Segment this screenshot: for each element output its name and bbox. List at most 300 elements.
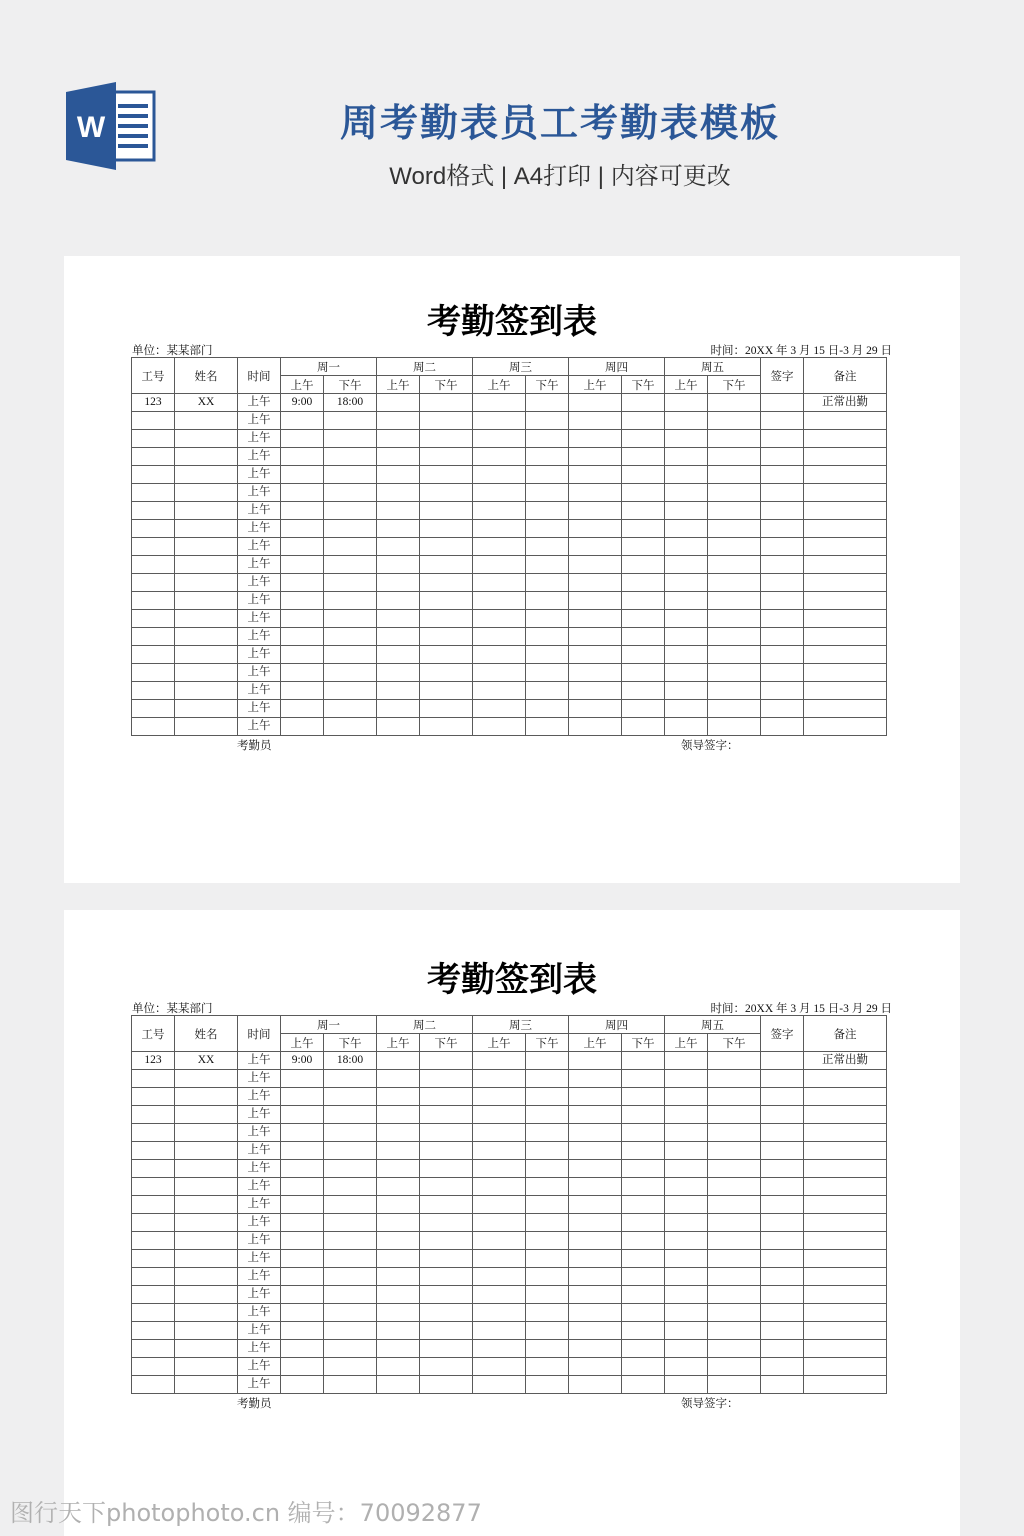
cell-time[interactable]: 上午 — [238, 538, 281, 556]
cell-empty[interactable] — [526, 628, 569, 646]
cell-empty[interactable] — [324, 592, 377, 610]
cell-empty[interactable] — [324, 484, 377, 502]
cell-time[interactable]: 上午 — [238, 1160, 281, 1178]
cell-empty[interactable] — [804, 1232, 887, 1250]
cell-empty[interactable] — [420, 1268, 473, 1286]
cell-empty[interactable] — [665, 1196, 708, 1214]
cell-empty[interactable] — [324, 520, 377, 538]
cell-empty[interactable] — [804, 1196, 887, 1214]
cell-empty[interactable] — [708, 1250, 761, 1268]
cell-empty[interactable] — [761, 1196, 804, 1214]
cell-empty[interactable] — [324, 1232, 377, 1250]
cell-empty[interactable] — [622, 1286, 665, 1304]
cell-empty[interactable] — [665, 1358, 708, 1376]
cell-time[interactable]: 上午 — [238, 1376, 281, 1394]
cell-empty[interactable] — [761, 430, 804, 448]
cell-id[interactable] — [132, 448, 175, 466]
cell-id[interactable] — [132, 718, 175, 736]
cell-empty[interactable] — [526, 1214, 569, 1232]
cell-empty[interactable] — [324, 1070, 377, 1088]
cell-empty[interactable] — [377, 538, 420, 556]
cell-empty[interactable] — [665, 466, 708, 484]
cell-id[interactable] — [132, 592, 175, 610]
cell-empty[interactable] — [708, 520, 761, 538]
cell-empty[interactable] — [281, 1070, 324, 1088]
cell-empty[interactable] — [420, 1286, 473, 1304]
cell-empty[interactable] — [761, 610, 804, 628]
cell-empty[interactable] — [622, 1124, 665, 1142]
cell-empty[interactable] — [569, 448, 622, 466]
cell-empty[interactable] — [324, 700, 377, 718]
cell-empty[interactable] — [761, 1160, 804, 1178]
cell-empty[interactable] — [324, 1322, 377, 1340]
cell-empty[interactable] — [622, 1160, 665, 1178]
cell-empty[interactable] — [708, 718, 761, 736]
cell-empty[interactable] — [377, 1376, 420, 1394]
cell-name[interactable] — [175, 628, 238, 646]
cell-name[interactable] — [175, 1232, 238, 1250]
cell-empty[interactable] — [420, 430, 473, 448]
cell-empty[interactable] — [281, 1142, 324, 1160]
cell-empty[interactable] — [377, 430, 420, 448]
cell-empty[interactable] — [708, 664, 761, 682]
cell-empty[interactable] — [473, 484, 526, 502]
cell-empty[interactable] — [804, 538, 887, 556]
cell-id[interactable] — [132, 412, 175, 430]
cell-empty[interactable] — [708, 1088, 761, 1106]
cell-empty[interactable] — [761, 502, 804, 520]
cell-empty[interactable] — [377, 556, 420, 574]
cell-empty[interactable] — [281, 1124, 324, 1142]
cell-empty[interactable] — [804, 1358, 887, 1376]
cell-empty[interactable] — [281, 1214, 324, 1232]
cell-empty[interactable] — [377, 1232, 420, 1250]
cell-empty[interactable] — [324, 1376, 377, 1394]
cell-id[interactable] — [132, 466, 175, 484]
cell-empty[interactable] — [377, 502, 420, 520]
cell-empty[interactable] — [804, 574, 887, 592]
cell-empty[interactable] — [324, 1160, 377, 1178]
cell-empty[interactable] — [708, 1322, 761, 1340]
cell-empty[interactable] — [708, 448, 761, 466]
cell-empty[interactable] — [324, 1106, 377, 1124]
cell-empty[interactable] — [761, 1358, 804, 1376]
cell-empty[interactable] — [281, 1376, 324, 1394]
cell-empty[interactable] — [569, 700, 622, 718]
cell-empty[interactable] — [281, 1160, 324, 1178]
cell-empty[interactable] — [526, 700, 569, 718]
cell-empty[interactable] — [324, 430, 377, 448]
cell-empty[interactable] — [473, 664, 526, 682]
cell-empty[interactable] — [665, 574, 708, 592]
cell-empty[interactable] — [526, 1340, 569, 1358]
cell-empty[interactable] — [761, 1250, 804, 1268]
cell-empty[interactable] — [473, 502, 526, 520]
cell-id[interactable] — [132, 1340, 175, 1358]
cell-empty[interactable] — [622, 1232, 665, 1250]
cell-empty[interactable] — [708, 1268, 761, 1286]
cell-empty[interactable] — [324, 1268, 377, 1286]
cell-empty[interactable] — [377, 394, 420, 412]
cell-empty[interactable] — [665, 1250, 708, 1268]
cell-empty[interactable] — [281, 1304, 324, 1322]
cell-empty[interactable] — [708, 1124, 761, 1142]
cell-empty[interactable] — [473, 700, 526, 718]
cell-empty[interactable] — [569, 610, 622, 628]
cell-id[interactable] — [132, 1286, 175, 1304]
cell-time[interactable]: 上午 — [238, 628, 281, 646]
cell-empty[interactable] — [665, 1340, 708, 1358]
cell-empty[interactable] — [377, 664, 420, 682]
cell-empty[interactable] — [665, 412, 708, 430]
cell-empty[interactable] — [281, 646, 324, 664]
cell-name[interactable] — [175, 700, 238, 718]
cell-empty[interactable] — [324, 1340, 377, 1358]
cell-empty[interactable] — [665, 664, 708, 682]
cell-empty[interactable] — [708, 1178, 761, 1196]
cell-empty[interactable] — [761, 466, 804, 484]
cell-empty[interactable] — [708, 1376, 761, 1394]
cell-empty[interactable] — [622, 412, 665, 430]
cell-empty[interactable] — [281, 700, 324, 718]
cell-id[interactable] — [132, 610, 175, 628]
cell-empty[interactable] — [569, 628, 622, 646]
cell-empty[interactable] — [420, 1088, 473, 1106]
cell-name[interactable] — [175, 1358, 238, 1376]
cell-empty[interactable] — [526, 520, 569, 538]
cell-id[interactable] — [132, 1358, 175, 1376]
cell-empty[interactable] — [420, 556, 473, 574]
cell-empty[interactable] — [708, 1304, 761, 1322]
cell-empty[interactable] — [377, 1322, 420, 1340]
cell-name[interactable] — [175, 556, 238, 574]
cell-empty[interactable] — [569, 1106, 622, 1124]
cell-id[interactable] — [132, 1178, 175, 1196]
cell-id[interactable] — [132, 664, 175, 682]
cell-time[interactable]: 上午 — [238, 430, 281, 448]
cell-time[interactable]: 上午 — [238, 1358, 281, 1376]
cell-empty[interactable] — [622, 484, 665, 502]
cell-empty[interactable] — [281, 1106, 324, 1124]
cell-empty[interactable] — [761, 700, 804, 718]
cell-empty[interactable] — [473, 466, 526, 484]
cell-empty[interactable] — [377, 574, 420, 592]
cell-name[interactable] — [175, 1178, 238, 1196]
cell-id[interactable] — [132, 1196, 175, 1214]
cell-empty[interactable] — [420, 1358, 473, 1376]
cell-name[interactable] — [175, 1106, 238, 1124]
cell-empty[interactable] — [281, 1178, 324, 1196]
cell-time[interactable]: 上午 — [238, 1250, 281, 1268]
cell-empty[interactable] — [473, 682, 526, 700]
cell-id[interactable] — [132, 1376, 175, 1394]
cell-empty[interactable] — [526, 538, 569, 556]
cell-empty[interactable] — [804, 412, 887, 430]
cell-time[interactable]: 上午 — [238, 412, 281, 430]
cell-empty[interactable] — [569, 1250, 622, 1268]
cell-empty[interactable] — [569, 520, 622, 538]
cell-empty[interactable] — [281, 502, 324, 520]
cell-id[interactable] — [132, 700, 175, 718]
cell-empty[interactable] — [473, 1070, 526, 1088]
cell-empty[interactable] — [526, 1250, 569, 1268]
cell-empty[interactable] — [324, 1286, 377, 1304]
cell-empty[interactable] — [420, 1340, 473, 1358]
cell-empty[interactable] — [281, 610, 324, 628]
cell-empty[interactable] — [473, 628, 526, 646]
cell-id[interactable] — [132, 484, 175, 502]
cell-empty[interactable] — [324, 1358, 377, 1376]
cell-empty[interactable] — [622, 1088, 665, 1106]
cell-time[interactable]: 上午 — [238, 1304, 281, 1322]
cell-empty[interactable] — [622, 646, 665, 664]
cell-empty[interactable] — [473, 1196, 526, 1214]
cell-empty[interactable] — [708, 1070, 761, 1088]
cell-empty[interactable] — [526, 1052, 569, 1070]
cell-empty[interactable] — [569, 1232, 622, 1250]
cell-empty[interactable] — [473, 430, 526, 448]
cell-empty[interactable] — [665, 610, 708, 628]
cell-empty[interactable] — [473, 646, 526, 664]
cell-empty[interactable] — [665, 700, 708, 718]
cell-name[interactable]: XX — [175, 394, 238, 412]
cell-empty[interactable] — [622, 592, 665, 610]
cell-time[interactable]: 上午 — [238, 700, 281, 718]
cell-empty[interactable] — [377, 1340, 420, 1358]
cell-empty[interactable] — [526, 1160, 569, 1178]
cell-empty[interactable] — [665, 1106, 708, 1124]
cell-time[interactable]: 上午 — [238, 1106, 281, 1124]
cell-empty[interactable] — [708, 646, 761, 664]
cell-empty[interactable] — [804, 1340, 887, 1358]
cell-empty[interactable] — [622, 538, 665, 556]
cell-empty[interactable] — [473, 1358, 526, 1376]
cell-empty[interactable] — [473, 610, 526, 628]
cell-empty[interactable] — [281, 1286, 324, 1304]
cell-empty[interactable] — [526, 430, 569, 448]
cell-empty[interactable] — [324, 1214, 377, 1232]
cell-empty[interactable] — [473, 1088, 526, 1106]
cell-empty[interactable] — [804, 1106, 887, 1124]
cell-empty[interactable] — [708, 1232, 761, 1250]
cell-empty[interactable] — [420, 412, 473, 430]
cell-empty[interactable] — [420, 394, 473, 412]
cell-empty[interactable] — [281, 1250, 324, 1268]
cell-name[interactable] — [175, 466, 238, 484]
cell-empty[interactable] — [761, 1304, 804, 1322]
cell-name[interactable] — [175, 664, 238, 682]
cell-empty[interactable] — [377, 1286, 420, 1304]
cell-empty[interactable] — [420, 484, 473, 502]
cell-empty[interactable] — [324, 538, 377, 556]
cell-empty[interactable] — [761, 574, 804, 592]
cell-time[interactable]: 上午 — [238, 1088, 281, 1106]
cell-empty[interactable] — [377, 1088, 420, 1106]
cell-empty[interactable] — [377, 1070, 420, 1088]
cell-empty[interactable] — [708, 700, 761, 718]
cell-empty[interactable] — [708, 1340, 761, 1358]
cell-empty[interactable] — [761, 682, 804, 700]
cell-empty[interactable] — [324, 718, 377, 736]
cell-empty[interactable] — [622, 502, 665, 520]
cell-name[interactable] — [175, 1268, 238, 1286]
cell-empty[interactable] — [665, 394, 708, 412]
cell-empty[interactable] — [526, 1124, 569, 1142]
cell-empty[interactable] — [473, 1268, 526, 1286]
cell-empty[interactable] — [377, 1124, 420, 1142]
cell-empty[interactable] — [473, 1124, 526, 1142]
cell-empty[interactable] — [761, 1214, 804, 1232]
cell-empty[interactable] — [377, 628, 420, 646]
cell-empty[interactable] — [526, 1358, 569, 1376]
cell-name[interactable] — [175, 1304, 238, 1322]
cell-empty[interactable] — [473, 1052, 526, 1070]
cell-name[interactable] — [175, 448, 238, 466]
cell-empty[interactable] — [708, 556, 761, 574]
cell-empty[interactable] — [804, 682, 887, 700]
cell-empty[interactable] — [420, 1178, 473, 1196]
cell-empty[interactable] — [569, 1358, 622, 1376]
cell-empty[interactable] — [526, 610, 569, 628]
cell-empty[interactable] — [622, 1268, 665, 1286]
cell-empty[interactable] — [804, 502, 887, 520]
cell-empty[interactable] — [526, 718, 569, 736]
cell-empty[interactable] — [377, 1214, 420, 1232]
cell-empty[interactable] — [324, 1178, 377, 1196]
cell-empty[interactable] — [526, 1088, 569, 1106]
cell-empty[interactable] — [665, 1214, 708, 1232]
cell-empty[interactable] — [708, 574, 761, 592]
cell-empty[interactable] — [665, 1268, 708, 1286]
cell-empty[interactable] — [569, 1124, 622, 1142]
cell-remark[interactable]: 正常出勤 — [804, 1052, 887, 1070]
cell-empty[interactable] — [324, 502, 377, 520]
cell-empty[interactable] — [708, 628, 761, 646]
cell-name[interactable] — [175, 412, 238, 430]
cell-empty[interactable] — [569, 592, 622, 610]
cell-empty[interactable] — [804, 1142, 887, 1160]
cell-empty[interactable] — [324, 646, 377, 664]
cell-empty[interactable] — [622, 394, 665, 412]
cell-empty[interactable] — [281, 1322, 324, 1340]
cell-empty[interactable] — [377, 1304, 420, 1322]
cell-time[interactable]: 上午 — [238, 394, 281, 412]
cell-empty[interactable] — [377, 682, 420, 700]
cell-empty[interactable] — [420, 1304, 473, 1322]
cell-id[interactable] — [132, 1106, 175, 1124]
cell-empty[interactable] — [804, 1286, 887, 1304]
cell-empty[interactable] — [420, 646, 473, 664]
cell-empty[interactable] — [569, 718, 622, 736]
cell-time[interactable]: 上午 — [238, 1340, 281, 1358]
cell-empty[interactable] — [281, 682, 324, 700]
cell-empty[interactable] — [569, 556, 622, 574]
cell-empty[interactable] — [665, 646, 708, 664]
cell-empty[interactable] — [804, 1304, 887, 1322]
cell-empty[interactable] — [420, 592, 473, 610]
cell-empty[interactable] — [420, 448, 473, 466]
cell-empty[interactable] — [622, 1322, 665, 1340]
cell-empty[interactable] — [281, 556, 324, 574]
cell-empty[interactable] — [420, 1232, 473, 1250]
cell-empty[interactable] — [622, 1358, 665, 1376]
cell-empty[interactable] — [324, 628, 377, 646]
cell-empty[interactable] — [622, 700, 665, 718]
cell-empty[interactable] — [622, 1052, 665, 1070]
cell-mon-am[interactable]: 9:00 — [281, 1052, 324, 1070]
cell-empty[interactable] — [281, 430, 324, 448]
cell-empty[interactable] — [622, 520, 665, 538]
cell-empty[interactable] — [377, 1358, 420, 1376]
cell-empty[interactable] — [665, 1052, 708, 1070]
cell-empty[interactable] — [473, 1160, 526, 1178]
cell-empty[interactable] — [281, 466, 324, 484]
cell-time[interactable]: 上午 — [238, 1052, 281, 1070]
cell-empty[interactable] — [420, 610, 473, 628]
cell-empty[interactable] — [708, 592, 761, 610]
cell-empty[interactable] — [569, 1376, 622, 1394]
cell-empty[interactable] — [569, 1088, 622, 1106]
cell-mon-am[interactable]: 9:00 — [281, 394, 324, 412]
cell-empty[interactable] — [420, 682, 473, 700]
cell-empty[interactable] — [526, 682, 569, 700]
cell-empty[interactable] — [622, 610, 665, 628]
cell-empty[interactable] — [281, 718, 324, 736]
cell-name[interactable] — [175, 1070, 238, 1088]
cell-empty[interactable] — [526, 574, 569, 592]
cell-empty[interactable] — [377, 1268, 420, 1286]
cell-empty[interactable] — [473, 538, 526, 556]
cell-empty[interactable] — [665, 1178, 708, 1196]
cell-empty[interactable] — [420, 1160, 473, 1178]
cell-empty[interactable] — [420, 1376, 473, 1394]
cell-time[interactable]: 上午 — [238, 1322, 281, 1340]
cell-empty[interactable] — [324, 412, 377, 430]
cell-empty[interactable] — [420, 1214, 473, 1232]
cell-empty[interactable] — [526, 466, 569, 484]
cell-empty[interactable] — [473, 412, 526, 430]
cell-empty[interactable] — [324, 664, 377, 682]
cell-empty[interactable] — [526, 1232, 569, 1250]
cell-name[interactable] — [175, 574, 238, 592]
cell-empty[interactable] — [473, 520, 526, 538]
cell-empty[interactable] — [569, 682, 622, 700]
cell-empty[interactable] — [569, 466, 622, 484]
cell-empty[interactable] — [526, 448, 569, 466]
cell-empty[interactable] — [804, 556, 887, 574]
cell-empty[interactable] — [665, 1070, 708, 1088]
cell-empty[interactable] — [569, 430, 622, 448]
cell-empty[interactable] — [420, 502, 473, 520]
cell-name[interactable] — [175, 1250, 238, 1268]
cell-empty[interactable] — [804, 592, 887, 610]
cell-empty[interactable] — [804, 1214, 887, 1232]
cell-empty[interactable] — [473, 1178, 526, 1196]
cell-empty[interactable] — [377, 718, 420, 736]
cell-empty[interactable] — [473, 1286, 526, 1304]
cell-empty[interactable] — [622, 1142, 665, 1160]
cell-empty[interactable] — [281, 628, 324, 646]
cell-time[interactable]: 上午 — [238, 610, 281, 628]
cell-empty[interactable] — [569, 1340, 622, 1358]
cell-empty[interactable] — [473, 1304, 526, 1322]
cell-empty[interactable] — [281, 1232, 324, 1250]
cell-empty[interactable] — [804, 448, 887, 466]
cell-empty[interactable] — [761, 538, 804, 556]
cell-name[interactable] — [175, 1160, 238, 1178]
cell-empty[interactable] — [420, 1124, 473, 1142]
cell-empty[interactable] — [665, 538, 708, 556]
